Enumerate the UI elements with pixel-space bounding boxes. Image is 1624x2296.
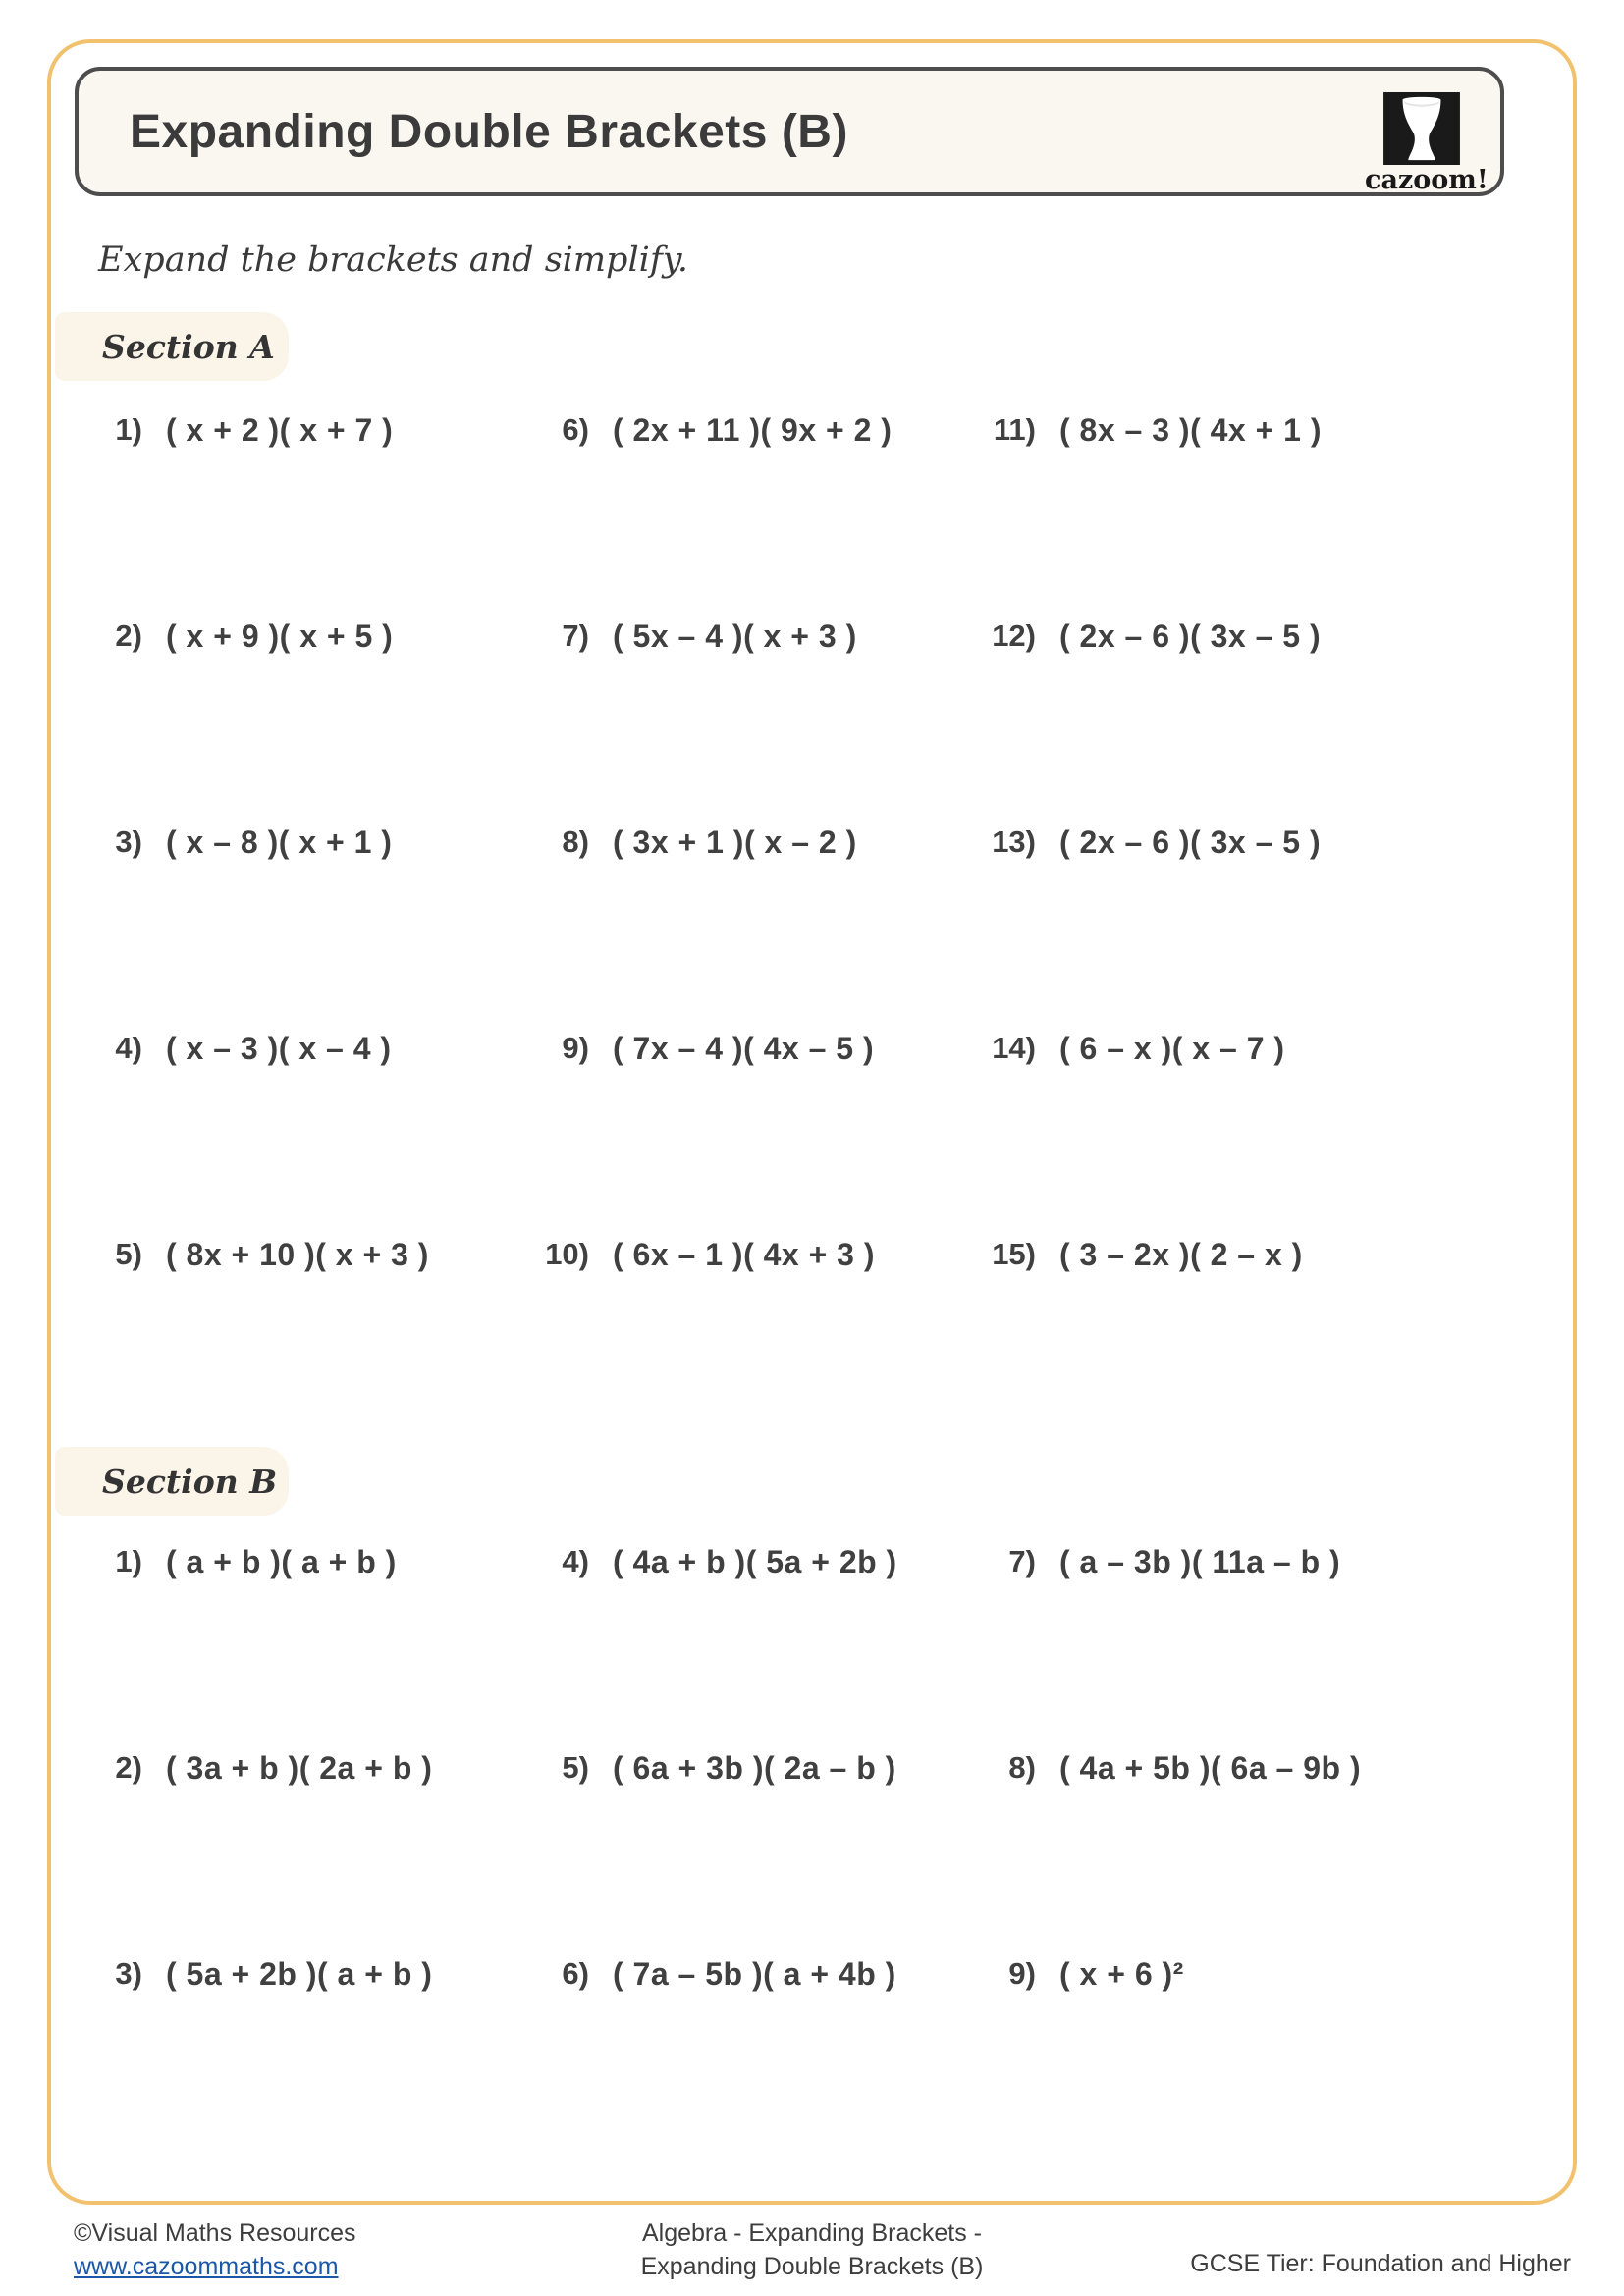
problem-expression: ( 5a + 2b )( a + b ) [166,1956,433,1992]
problem-number: 2) [115,618,142,653]
problem-a14 [977,1032,1424,1238]
problem-number: 12) [992,618,1036,653]
problem-number: 8) [1008,1750,1036,1785]
problem-number: 1) [115,1544,142,1578]
problem-expression: ( a + b )( a + b ) [166,1544,397,1579]
title-bar [75,67,1504,196]
problem-expression: ( 6 – x )( x – 7 ) [1059,1031,1285,1066]
problem-number: 10) [545,1237,589,1271]
problem-expression: ( 4a + 5b )( 6a – 9b ) [1059,1750,1362,1786]
section-a-header [55,312,289,381]
cazoom-logo [1365,92,1489,195]
problem-b3 [83,1957,530,2163]
problem-a6 [530,413,977,619]
problem-number: 5) [115,1237,142,1271]
problem-expression: ( 8x – 3 )( 4x + 1 ) [1059,412,1323,448]
problem-number: 2) [115,1750,142,1785]
problem-expression: ( 3a + b )( 2a + b ) [166,1750,433,1786]
problem-a8 [530,826,977,1032]
problem-a5 [83,1238,530,1444]
website-link[interactable]: www.cazoommaths.com [74,2253,339,2280]
problem-expression: ( 2x – 6 )( 3x – 5 ) [1059,825,1322,860]
footer-center [641,2216,984,2283]
problem-a12 [977,619,1424,826]
section-a-label: Section A [102,327,275,366]
problem-number: 6) [562,412,589,447]
problem-number: 6) [562,1956,589,1991]
problem-b5 [530,1751,977,1957]
problem-a9 [530,1032,977,1238]
copyright-text: ©Visual Maths Resources [74,2219,356,2247]
problem-expression: ( 7x – 4 )( 4x – 5 ) [613,1031,875,1066]
problem-expression: ( 7a – 5b )( a + 4b ) [613,1956,896,1992]
problem-expression: ( 6a + 3b )( 2a – b ) [613,1750,896,1786]
footer-tier: GCSE Tier: Foundation and Higher [1190,2250,1571,2277]
problem-number: 8) [562,825,589,859]
problem-number: 7) [562,618,589,653]
problem-number: 3) [115,1956,142,1991]
problem-expression: ( 8x + 10 )( x + 3 ) [166,1237,429,1272]
problem-number: 3) [115,825,142,859]
problem-expression: ( 3x + 1 )( x – 2 ) [613,825,857,860]
problem-a11 [977,413,1424,619]
problem-expression: ( a – 3b )( 11a – b ) [1059,1544,1341,1579]
problem-number: 13) [992,825,1036,859]
problem-expression: ( x + 9 )( x + 5 ) [166,618,394,654]
problem-b6 [530,1957,977,2163]
problem-a3 [83,826,530,1032]
problem-expression: ( x + 6 )² [1059,1956,1184,1992]
logo-text: cazoom! [1365,165,1489,195]
problem-b8 [977,1751,1424,1957]
problem-number: 5) [562,1750,589,1785]
problem-expression: ( x – 3 )( x – 4 ) [166,1031,392,1066]
problem-a10 [530,1238,977,1444]
problem-number: 7) [1008,1544,1036,1578]
section-b-header [55,1447,289,1516]
problem-number: 14) [992,1031,1036,1065]
problem-a7 [530,619,977,826]
problem-b2 [83,1751,530,1957]
problem-expression: ( 3 – 2x )( 2 – x ) [1059,1237,1303,1272]
problem-expression: ( 6x – 1 )( 4x + 3 ) [613,1237,876,1272]
page-title: Expanding Double Brackets (B) [130,105,848,158]
section-b-label: Section B [102,1462,278,1501]
footer-category-line2: Expanding Double Brackets (B) [640,2253,984,2280]
problem-a4 [83,1032,530,1238]
instruction-text: Expand the brackets and simplify. [98,240,689,280]
section-b-problems [83,1545,1424,2163]
problem-a15 [977,1238,1424,1444]
problem-expression: ( x – 8 )( x + 1 ) [166,825,393,860]
problem-expression: ( 2x + 11 )( 9x + 2 ) [613,412,893,448]
problem-a1 [83,413,530,619]
problem-b1 [83,1545,530,1751]
problem-number: 15) [992,1237,1036,1271]
problem-b4 [530,1545,977,1751]
problem-expression: ( x + 2 )( x + 7 ) [166,412,394,448]
problem-number: 9) [1008,1956,1036,1991]
footer-left [74,2216,356,2283]
section-a-problems [83,413,1424,1444]
problem-expression: ( 2x – 6 )( 3x – 5 ) [1059,618,1322,654]
drum-icon [1383,92,1460,165]
problem-b7 [977,1545,1424,1751]
problem-expression: ( 5x – 4 )( x + 3 ) [613,618,857,654]
problem-b9 [977,1957,1424,2163]
problem-number: 1) [115,412,142,447]
problem-number: 11) [993,412,1036,447]
problem-number: 4) [115,1031,142,1065]
footer-category-line1: Algebra - Expanding Brackets - [641,2219,983,2247]
problem-number: 9) [562,1031,589,1065]
problem-a2 [83,619,530,826]
problem-expression: ( 4a + b )( 5a + 2b ) [613,1544,897,1579]
problem-number: 4) [562,1544,589,1578]
problem-a13 [977,826,1424,1032]
